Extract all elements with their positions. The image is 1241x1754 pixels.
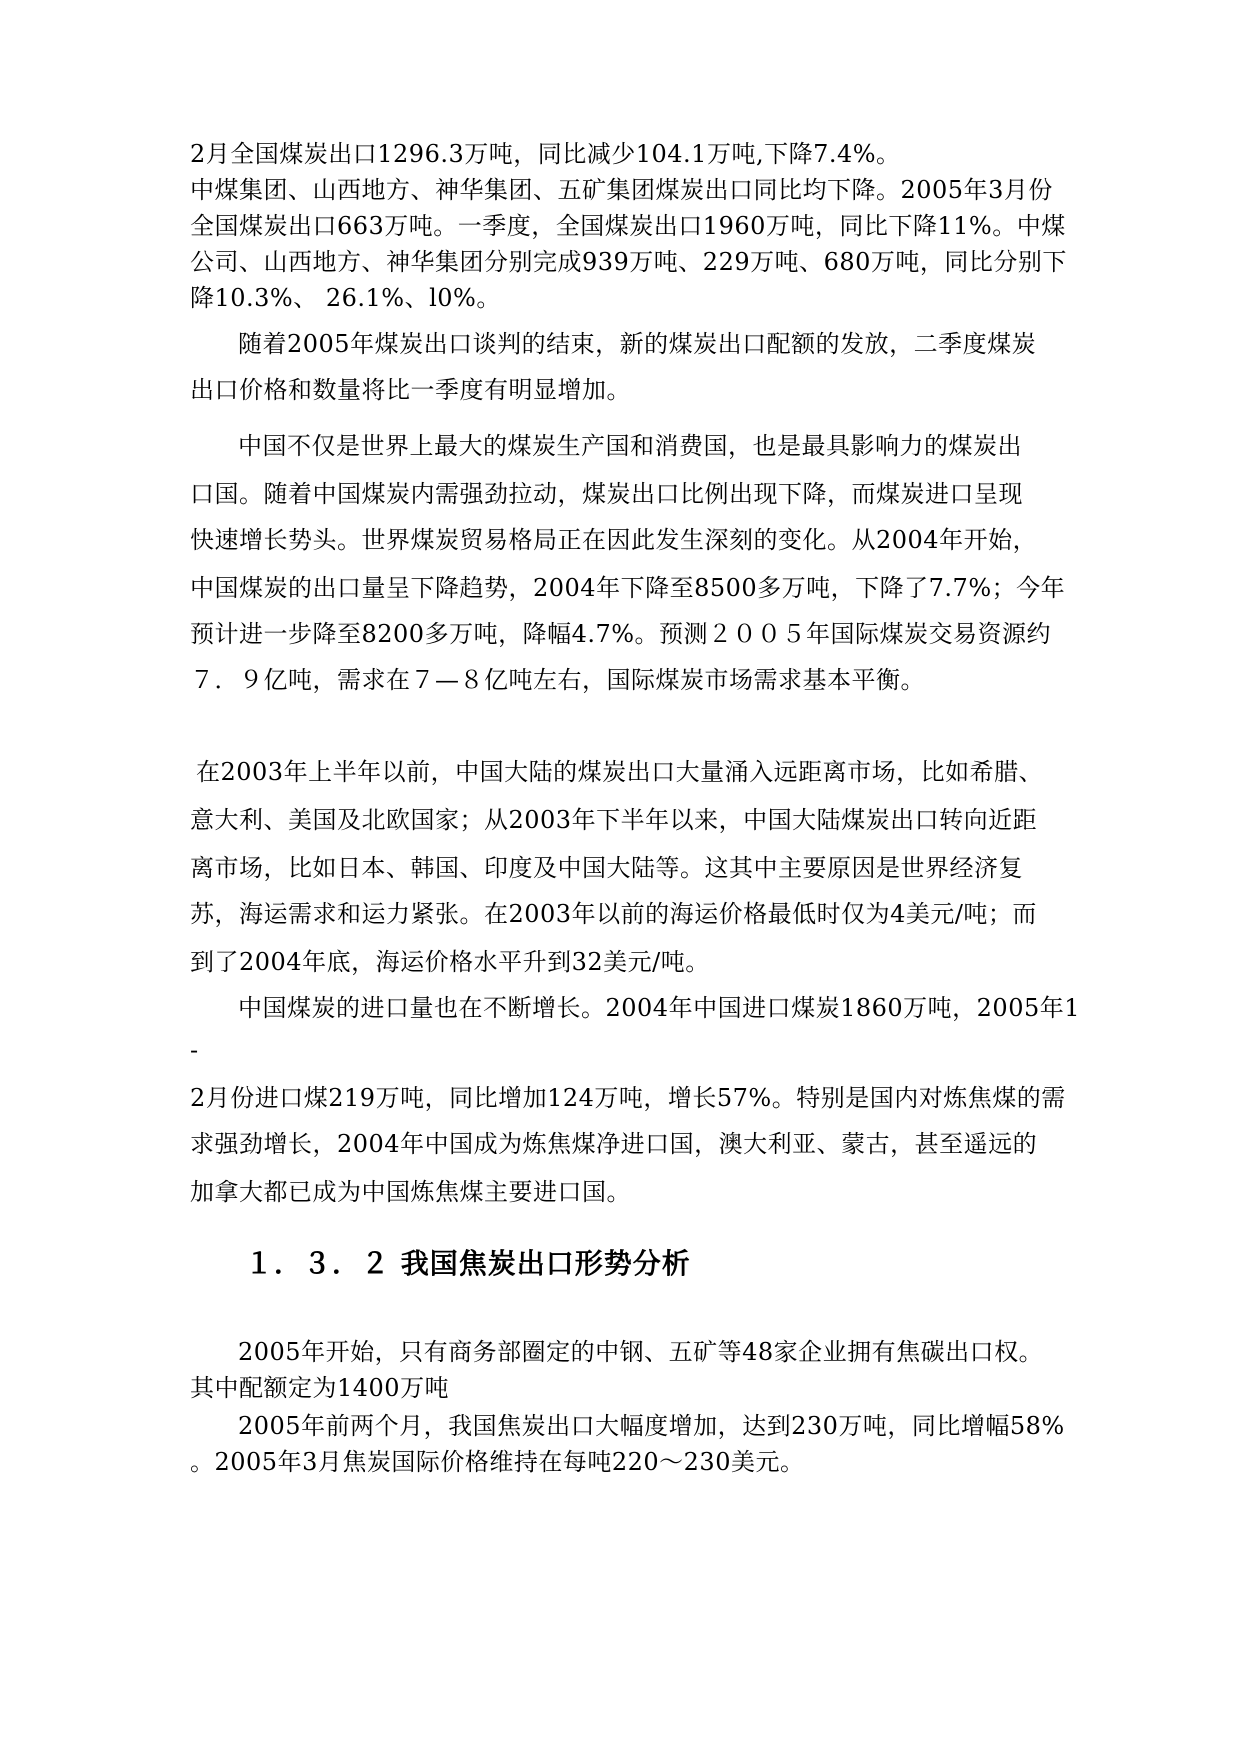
text-line: 到了2004年底，海运价格水平升到32美元/吨。 — [190, 948, 710, 976]
paragraph-start: 中国不仅是世界上最大的煤炭生产国和消费国，也是最具影响力的煤炭出 — [238, 432, 1022, 460]
text-line: 。2005年3月焦炭国际价格维持在每吨220～230美元。 — [190, 1448, 805, 1476]
text-line: 快速增长势头。世界煤炭贸易格局正在因此发生深刻的变化。从2004年开始， — [190, 526, 1038, 554]
text-line: 其中配额定为1400万吨 — [190, 1374, 450, 1402]
paragraph-start: 中国煤炭的进口量也在不断增长。2004年中国进口煤炭1860万吨，2005年1 — [238, 994, 1081, 1022]
text-line: 预计进一步降至8200多万吨，降幅4.7%。预测２００５年国际煤炭交易资源约 — [190, 620, 1052, 648]
text-line: 全国煤炭出口663万吨。一季度，全国煤炭出口1960万吨，同比下降11%。中煤 — [190, 212, 1066, 240]
text-line: 中国煤炭的出口量呈下降趋势，2004年下降至8500多万吨，下降了7.7%；今年 — [190, 574, 1066, 602]
text-line: 降10.3%、 26.1%、l0%。 — [190, 284, 501, 312]
text-line: 2月全国煤炭出口1296.3万吨，同比减少104.1万吨,下降7.4%。 — [190, 140, 901, 168]
text-line: 求强劲增长，2004年中国成为炼焦煤净进口国，澳大利亚、蒙古，甚至遥远的 — [190, 1130, 1038, 1158]
text-line: 公司、山西地方、神华集团分别完成939万吨、229万吨、680万吨，同比分别下 — [190, 248, 1067, 276]
text-line: 出口价格和数量将比一季度有明显增加。 — [190, 376, 631, 404]
text-line: 离市场，比如日本、韩国、印度及中国大陆等。这其中主要原因是世界经济复 — [190, 854, 1023, 882]
text-line: 口国。随着中国煤炭内需强劲拉动，煤炭出口比例出现下降，而煤炭进口呈现 — [190, 480, 1023, 508]
text-line: 意大利、美国及北欧国家；从2003年下半年以来，中国大陆煤炭出口转向近距 — [190, 806, 1038, 834]
text-line: 苏，海运需求和运力紧张。在2003年以前的海运价格最低时仅为4美元/吨；而 — [190, 900, 1037, 928]
section-heading: １．３．２ 我国焦炭出口形势分析 — [245, 1247, 691, 1280]
paragraph-start: 2005年前两个月，我国焦炭出口大幅度增加，达到230万吨，同比增幅58% — [238, 1412, 1065, 1440]
text-line: 中煤集团、山西地方、神华集团、五矿集团煤炭出口同比均下降。2005年3月份 — [190, 176, 1053, 204]
text-line: ７．９亿吨，需求在７—８亿吨左右，国际煤炭市场需求基本平衡。 — [190, 666, 925, 694]
paragraph-start: 随着2005年煤炭出口谈判的结束，新的煤炭出口配额的发放，二季度煤炭 — [238, 330, 1037, 358]
paragraph-start: 2005年开始，只有商务部圈定的中钢、五矿等48家企业拥有焦碳出口权。 — [238, 1338, 1044, 1366]
text-line: 加拿大都已成为中国炼焦煤主要进口国。 — [190, 1178, 631, 1206]
text-line: - — [190, 1036, 199, 1064]
text-line: 2月份进口煤219万吨，同比增加124万吨，增长57%。特别是国内对炼焦煤的需 — [190, 1084, 1066, 1112]
paragraph-start: 在2003年上半年以前，中国大陆的煤炭出口大量涌入远距离市场，比如希腊、 — [196, 758, 1044, 786]
